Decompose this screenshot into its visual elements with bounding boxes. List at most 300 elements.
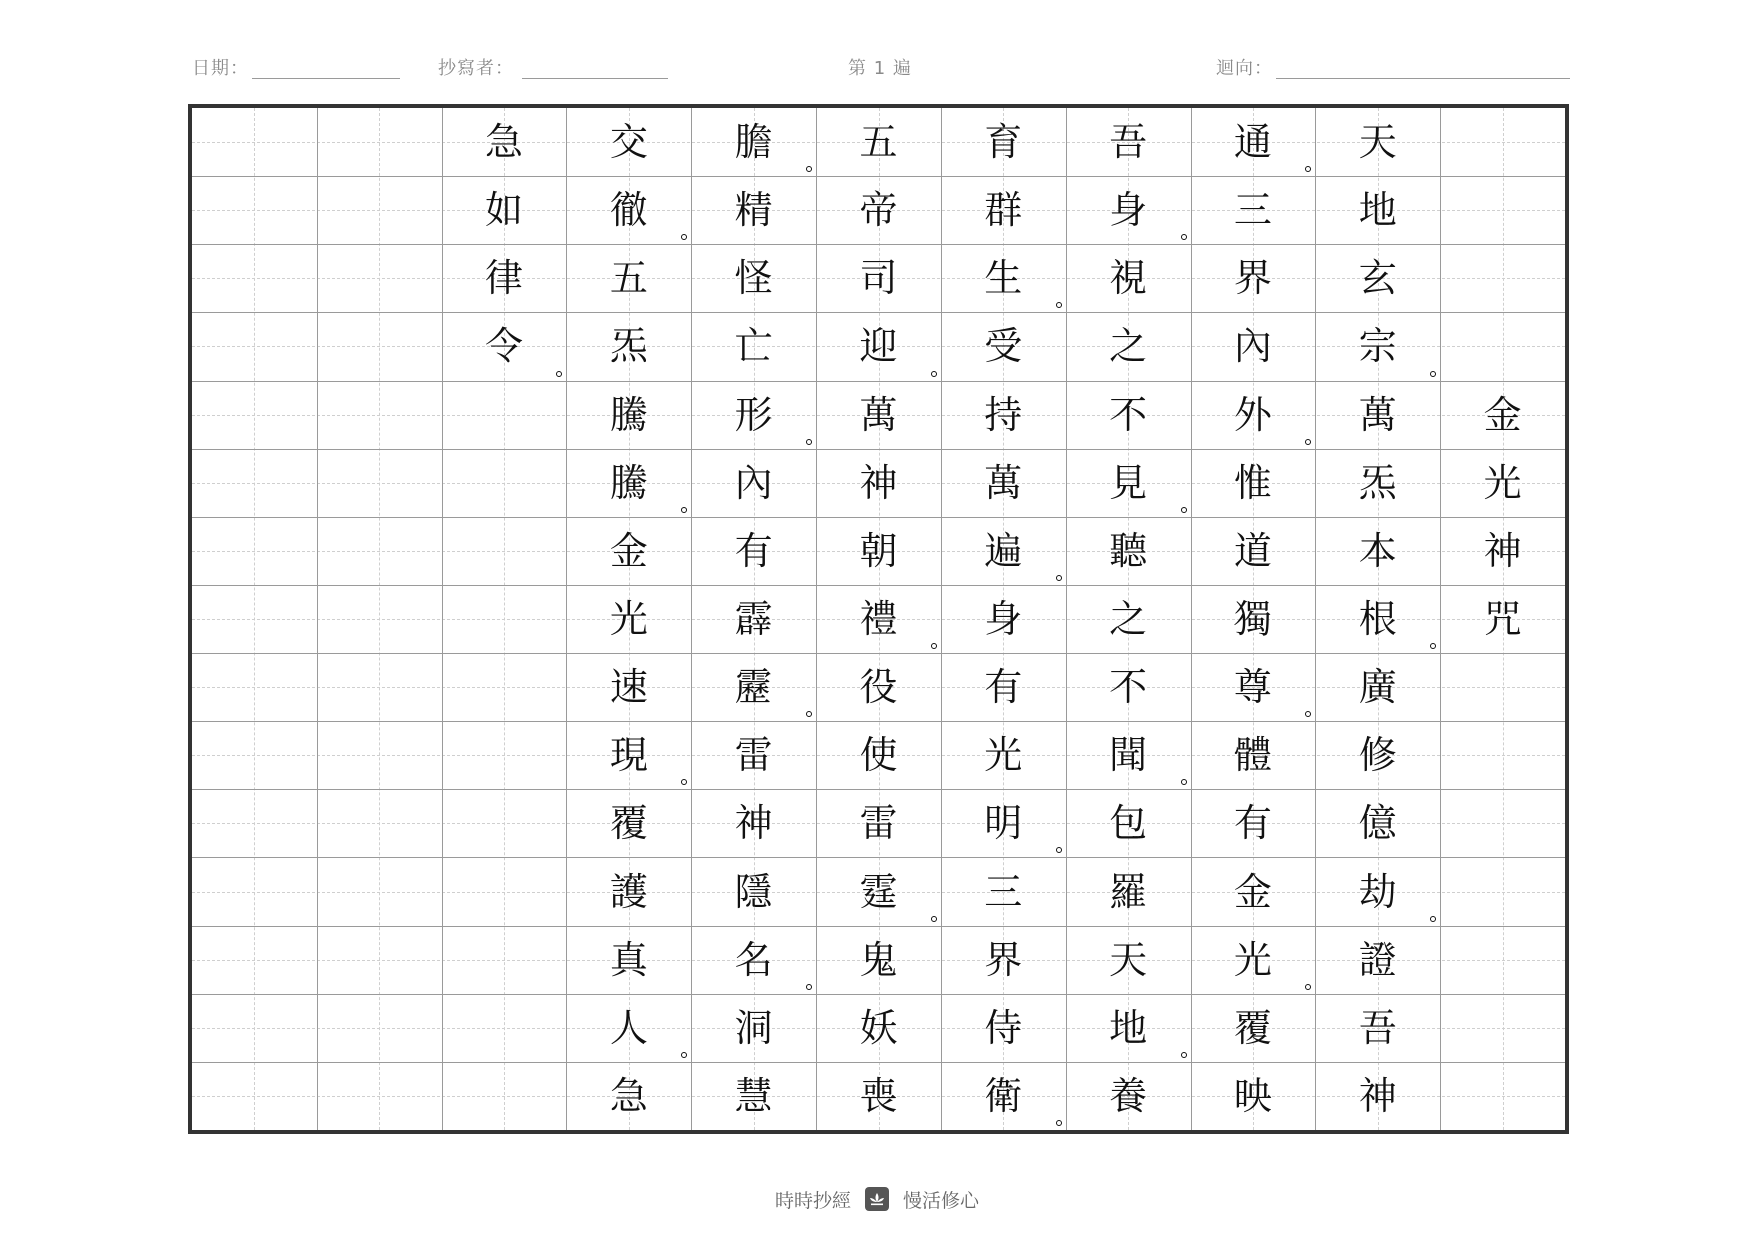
punctuation-mark bbox=[681, 507, 687, 513]
sutra-character: 身 bbox=[984, 596, 1023, 641]
sutra-character: 宗 bbox=[1358, 324, 1397, 369]
grid-cell bbox=[1440, 244, 1565, 312]
sutra-character: 雷 bbox=[859, 801, 898, 846]
grid-cell bbox=[941, 381, 1066, 449]
grid-cell bbox=[442, 721, 567, 789]
lotus-icon bbox=[865, 1187, 889, 1211]
sutra-character: 有 bbox=[984, 665, 1023, 710]
grid-cell bbox=[1066, 517, 1191, 585]
grid-cell bbox=[816, 244, 941, 312]
sutra-character: 萬 bbox=[984, 460, 1023, 505]
sutra-character: 視 bbox=[1109, 256, 1148, 301]
copier-field bbox=[438, 54, 514, 80]
grid-cell bbox=[317, 381, 442, 449]
grid-cell bbox=[442, 176, 567, 244]
grid-cell bbox=[941, 994, 1066, 1062]
sutra-character: 光 bbox=[984, 733, 1023, 778]
grid-cell bbox=[691, 789, 816, 857]
grid-cell bbox=[442, 585, 567, 653]
grid-cell bbox=[1066, 176, 1191, 244]
grid-cell bbox=[1440, 857, 1565, 925]
sutra-character: 不 bbox=[1109, 665, 1148, 710]
sutra-character: 外 bbox=[1233, 392, 1272, 437]
grid-cell bbox=[816, 857, 941, 925]
sutra-character: 騰 bbox=[609, 392, 648, 437]
sutra-character: 護 bbox=[609, 869, 648, 914]
sutra-character: 如 bbox=[485, 188, 524, 233]
sutra-character: 地 bbox=[1358, 188, 1397, 233]
sutra-character: 精 bbox=[734, 188, 773, 233]
punctuation-mark bbox=[806, 439, 812, 445]
sutra-character: 通 bbox=[1233, 120, 1272, 165]
sutra-character: 億 bbox=[1358, 801, 1397, 846]
grid-cell bbox=[1191, 1062, 1316, 1130]
sutra-character: 膽 bbox=[734, 120, 773, 165]
sutra-character: 金 bbox=[609, 528, 648, 573]
grid-cell bbox=[691, 585, 816, 653]
grid-cell bbox=[1440, 449, 1565, 517]
sutra-character: 怪 bbox=[734, 256, 773, 301]
grid-cell bbox=[566, 857, 691, 925]
grid-cell bbox=[1191, 926, 1316, 994]
footer bbox=[0, 1182, 1754, 1216]
grid-cell bbox=[941, 789, 1066, 857]
grid-cell bbox=[1440, 312, 1565, 380]
grid-cell bbox=[566, 585, 691, 653]
sutra-character: 育 bbox=[984, 120, 1023, 165]
grid-cell bbox=[192, 1062, 317, 1130]
sutra-character: 之 bbox=[1109, 324, 1148, 369]
grid-cell bbox=[1440, 653, 1565, 721]
punctuation-mark bbox=[1056, 302, 1062, 308]
grid-cell bbox=[691, 381, 816, 449]
sutra-character: 明 bbox=[984, 801, 1023, 846]
grid-cell bbox=[816, 994, 941, 1062]
grid-cell bbox=[941, 108, 1066, 176]
sutra-character: 內 bbox=[1233, 324, 1272, 369]
sutra-character: 界 bbox=[984, 937, 1023, 982]
grid-cell bbox=[691, 857, 816, 925]
sutra-character: 現 bbox=[609, 733, 648, 778]
punctuation-mark bbox=[1181, 1052, 1187, 1058]
grid-cell bbox=[1315, 108, 1440, 176]
grid-cell bbox=[816, 108, 941, 176]
sutra-character: 妖 bbox=[859, 1005, 898, 1050]
grid-cell bbox=[941, 585, 1066, 653]
sutra-character: 生 bbox=[984, 256, 1023, 301]
grid-cell bbox=[691, 108, 816, 176]
grid-cell bbox=[691, 176, 816, 244]
sutra-character: 衛 bbox=[984, 1073, 1023, 1118]
grid-cell bbox=[1191, 653, 1316, 721]
sutra-character: 隱 bbox=[734, 869, 773, 914]
grid-cell bbox=[941, 517, 1066, 585]
sutra-character: 速 bbox=[609, 665, 648, 710]
grid-cell bbox=[566, 1062, 691, 1130]
grid-cell bbox=[442, 449, 567, 517]
sutra-character: 律 bbox=[485, 256, 524, 301]
grid-cell bbox=[317, 789, 442, 857]
punctuation-mark bbox=[931, 371, 937, 377]
grid-cell bbox=[1315, 381, 1440, 449]
dedication-label: 迴向： bbox=[1216, 58, 1273, 79]
grid-cell bbox=[192, 517, 317, 585]
grid-cell bbox=[317, 994, 442, 1062]
grid-cell bbox=[1066, 449, 1191, 517]
grid-cell bbox=[691, 1062, 816, 1130]
grid-cell bbox=[1315, 994, 1440, 1062]
sutra-character: 神 bbox=[1358, 1073, 1397, 1118]
sutra-character: 本 bbox=[1358, 528, 1397, 573]
sutra-character: 侍 bbox=[984, 1005, 1023, 1050]
sutra-character: 證 bbox=[1358, 937, 1397, 982]
sutra-character: 咒 bbox=[1483, 596, 1522, 641]
sutra-character: 惟 bbox=[1233, 460, 1272, 505]
sutra-character: 騰 bbox=[609, 460, 648, 505]
grid-cell bbox=[1066, 585, 1191, 653]
grid-cell bbox=[816, 176, 941, 244]
sutra-character: 吾 bbox=[1109, 120, 1148, 165]
grid-cell bbox=[442, 857, 567, 925]
sutra-character: 鬼 bbox=[859, 937, 898, 982]
grid-cell bbox=[816, 926, 941, 994]
grid-cell bbox=[442, 381, 567, 449]
grid-cell bbox=[442, 789, 567, 857]
sutra-character: 迎 bbox=[859, 324, 898, 369]
grid-cell bbox=[1066, 312, 1191, 380]
grid-cell bbox=[1191, 994, 1316, 1062]
grid-cell bbox=[691, 449, 816, 517]
sutra-character: 地 bbox=[1109, 1005, 1148, 1050]
grid-cell bbox=[1191, 721, 1316, 789]
grid-cell bbox=[1315, 244, 1440, 312]
grid-cell bbox=[1440, 585, 1565, 653]
grid-cell bbox=[816, 789, 941, 857]
grid-cell bbox=[941, 449, 1066, 517]
copier-label: 抄寫者： bbox=[438, 58, 514, 79]
punctuation-mark bbox=[1056, 575, 1062, 581]
grid-cell bbox=[691, 244, 816, 312]
sutra-character: 有 bbox=[1233, 801, 1272, 846]
grid-cell bbox=[442, 994, 567, 1062]
sutra-character: 炁 bbox=[1358, 460, 1397, 505]
sutra-character: 萬 bbox=[859, 392, 898, 437]
grid-cell bbox=[566, 176, 691, 244]
grid-cell bbox=[691, 653, 816, 721]
grid-cell bbox=[691, 517, 816, 585]
sutra-character: 天 bbox=[1109, 937, 1148, 982]
grid-cell bbox=[816, 721, 941, 789]
sutra-character: 獨 bbox=[1233, 596, 1272, 641]
sutra-character: 慧 bbox=[734, 1073, 773, 1118]
grid-cell bbox=[1440, 108, 1565, 176]
date-blank-line bbox=[252, 78, 400, 79]
grid-cell bbox=[816, 312, 941, 380]
sutra-character: 受 bbox=[984, 324, 1023, 369]
punctuation-mark bbox=[1430, 643, 1436, 649]
grid-cell bbox=[1066, 857, 1191, 925]
grid-cell bbox=[691, 994, 816, 1062]
grid-cell bbox=[317, 1062, 442, 1130]
punctuation-mark bbox=[556, 371, 562, 377]
grid-cell bbox=[1315, 449, 1440, 517]
grid-cell bbox=[941, 176, 1066, 244]
grid-cell bbox=[691, 721, 816, 789]
grid-cell bbox=[566, 312, 691, 380]
grid-cell bbox=[566, 449, 691, 517]
sutra-character: 不 bbox=[1109, 392, 1148, 437]
grid-cell bbox=[1315, 926, 1440, 994]
sutra-character: 有 bbox=[734, 528, 773, 573]
sutra-character: 亡 bbox=[734, 324, 773, 369]
grid-cell bbox=[1191, 449, 1316, 517]
punctuation-mark bbox=[681, 779, 687, 785]
sutra-character: 靂 bbox=[734, 665, 773, 710]
grid-cell bbox=[566, 789, 691, 857]
punctuation-mark bbox=[931, 643, 937, 649]
sutra-character: 役 bbox=[859, 665, 898, 710]
punctuation-mark bbox=[1056, 1120, 1062, 1126]
sutra-character: 徹 bbox=[609, 188, 648, 233]
grid-cell bbox=[192, 449, 317, 517]
grid-cell bbox=[317, 585, 442, 653]
grid-cell bbox=[192, 926, 317, 994]
punctuation-mark bbox=[931, 916, 937, 922]
sutra-character: 雷 bbox=[734, 733, 773, 778]
grid-cell bbox=[1066, 721, 1191, 789]
grid-cell bbox=[941, 721, 1066, 789]
punctuation-mark bbox=[806, 711, 812, 717]
sutra-character: 帝 bbox=[859, 188, 898, 233]
sutra-character: 見 bbox=[1109, 460, 1148, 505]
grid-cell bbox=[816, 585, 941, 653]
sutra-character: 映 bbox=[1233, 1073, 1272, 1118]
grid-cell bbox=[317, 653, 442, 721]
grid-cell bbox=[192, 653, 317, 721]
grid-cell bbox=[566, 653, 691, 721]
grid-cell bbox=[1440, 176, 1565, 244]
grid-cell bbox=[1315, 585, 1440, 653]
punctuation-mark bbox=[1305, 439, 1311, 445]
grid-cell bbox=[816, 1062, 941, 1130]
grid-cell bbox=[1191, 312, 1316, 380]
sutra-character: 尊 bbox=[1233, 665, 1272, 710]
punctuation-mark bbox=[806, 166, 812, 172]
sutra-character: 三 bbox=[1233, 188, 1272, 233]
sutra-character: 光 bbox=[1483, 460, 1522, 505]
sutra-character: 交 bbox=[609, 120, 648, 165]
pass-label: 第 1 遍 bbox=[848, 58, 912, 79]
grid-cell bbox=[566, 108, 691, 176]
sutra-character: 界 bbox=[1233, 256, 1272, 301]
grid-cell bbox=[1440, 721, 1565, 789]
grid-cell bbox=[1191, 789, 1316, 857]
sutra-character: 形 bbox=[734, 392, 773, 437]
grid-cell bbox=[317, 312, 442, 380]
grid-cell bbox=[1315, 517, 1440, 585]
grid-cell bbox=[1315, 653, 1440, 721]
grid-cell bbox=[192, 789, 317, 857]
grid-cell bbox=[192, 244, 317, 312]
grid-cell bbox=[1440, 381, 1565, 449]
grid-cell bbox=[192, 381, 317, 449]
punctuation-mark bbox=[1181, 779, 1187, 785]
punctuation-mark bbox=[681, 1052, 687, 1058]
punctuation-mark bbox=[1181, 234, 1187, 240]
grid-cell bbox=[442, 517, 567, 585]
grid-cell bbox=[1440, 994, 1565, 1062]
sutra-character: 真 bbox=[609, 937, 648, 982]
punctuation-mark bbox=[806, 984, 812, 990]
punctuation-mark bbox=[1305, 166, 1311, 172]
sutra-character: 五 bbox=[859, 120, 898, 165]
sutra-character: 使 bbox=[859, 733, 898, 778]
grid-cell bbox=[317, 721, 442, 789]
grid-cell bbox=[566, 926, 691, 994]
grid-cell bbox=[691, 926, 816, 994]
punctuation-mark bbox=[1305, 711, 1311, 717]
grid-cell bbox=[1191, 857, 1316, 925]
sutra-character: 羅 bbox=[1109, 869, 1148, 914]
grid-cell bbox=[1191, 244, 1316, 312]
sutra-character: 吾 bbox=[1358, 1005, 1397, 1050]
punctuation-mark bbox=[1430, 916, 1436, 922]
sutra-character: 天 bbox=[1358, 120, 1397, 165]
grid-cell bbox=[442, 108, 567, 176]
grid-cell bbox=[816, 517, 941, 585]
sutra-character: 廣 bbox=[1358, 665, 1397, 710]
sutra-character: 司 bbox=[859, 256, 898, 301]
grid-cell bbox=[566, 994, 691, 1062]
grid-cell bbox=[941, 857, 1066, 925]
grid-cell bbox=[442, 244, 567, 312]
grid-cell bbox=[1066, 381, 1191, 449]
sutra-character: 玄 bbox=[1358, 256, 1397, 301]
sutra-character: 金 bbox=[1483, 392, 1522, 437]
sutra-character: 神 bbox=[859, 460, 898, 505]
sutra-character: 覆 bbox=[1233, 1005, 1272, 1050]
grid-cell bbox=[1315, 721, 1440, 789]
grid-cell bbox=[317, 517, 442, 585]
copy-grid bbox=[188, 104, 1569, 1134]
sutra-character: 持 bbox=[984, 392, 1023, 437]
grid-cell bbox=[317, 176, 442, 244]
grid-cell bbox=[1066, 926, 1191, 994]
sutra-character: 三 bbox=[984, 869, 1023, 914]
sutra-character: 金 bbox=[1233, 869, 1272, 914]
sutra-character: 修 bbox=[1358, 733, 1397, 778]
punctuation-mark bbox=[1430, 371, 1436, 377]
grid-cell bbox=[317, 857, 442, 925]
sutra-character: 霹 bbox=[734, 596, 773, 641]
dedication-blank-line bbox=[1276, 78, 1570, 79]
pass-counter bbox=[848, 54, 912, 80]
grid-cell bbox=[1191, 108, 1316, 176]
sutra-character: 覆 bbox=[609, 801, 648, 846]
sutra-character: 五 bbox=[609, 256, 648, 301]
date-label: 日期： bbox=[192, 58, 249, 79]
grid-cell bbox=[1440, 1062, 1565, 1130]
grid-cell bbox=[1315, 789, 1440, 857]
sutra-character: 神 bbox=[734, 801, 773, 846]
punctuation-mark bbox=[1305, 984, 1311, 990]
punctuation-mark bbox=[1181, 507, 1187, 513]
grid-cell bbox=[442, 1062, 567, 1130]
grid-cell bbox=[1066, 994, 1191, 1062]
sutra-character: 急 bbox=[485, 120, 524, 165]
sutra-character: 內 bbox=[734, 460, 773, 505]
punctuation-mark bbox=[681, 234, 687, 240]
sutra-character: 萬 bbox=[1358, 392, 1397, 437]
grid-cell bbox=[1066, 653, 1191, 721]
grid-cell bbox=[442, 926, 567, 994]
sutra-character: 禮 bbox=[859, 596, 898, 641]
grid-cell bbox=[566, 381, 691, 449]
sutra-character: 根 bbox=[1358, 596, 1397, 641]
sutra-character: 人 bbox=[609, 1005, 648, 1050]
sutra-character: 神 bbox=[1483, 528, 1522, 573]
grid-cell bbox=[192, 176, 317, 244]
grid-cell bbox=[941, 312, 1066, 380]
grid-cell bbox=[317, 108, 442, 176]
sutra-character: 光 bbox=[1233, 937, 1272, 982]
punctuation-mark bbox=[1056, 847, 1062, 853]
grid-cell bbox=[192, 857, 317, 925]
grid-cell bbox=[816, 653, 941, 721]
grid-cell bbox=[1191, 585, 1316, 653]
grid-cell bbox=[941, 244, 1066, 312]
sutra-character: 群 bbox=[984, 188, 1023, 233]
sutra-character: 霆 bbox=[859, 869, 898, 914]
footer-left-text: 時時抄經 bbox=[774, 1189, 851, 1212]
sutra-character: 急 bbox=[609, 1073, 648, 1118]
grid-cell bbox=[691, 312, 816, 380]
grid-cell bbox=[941, 926, 1066, 994]
grid-cell bbox=[317, 926, 442, 994]
sutra-character: 喪 bbox=[859, 1073, 898, 1118]
sutra-character: 朝 bbox=[859, 528, 898, 573]
grid-cell bbox=[941, 653, 1066, 721]
sutra-character: 聽 bbox=[1109, 528, 1148, 573]
grid-cell bbox=[1066, 108, 1191, 176]
grid-cell bbox=[1191, 517, 1316, 585]
grid-cell bbox=[941, 1062, 1066, 1130]
sutra-character: 體 bbox=[1233, 733, 1272, 778]
sutra-character: 令 bbox=[485, 324, 524, 369]
grid-cell bbox=[1315, 1062, 1440, 1130]
grid-cell bbox=[192, 108, 317, 176]
sutra-character: 聞 bbox=[1109, 733, 1148, 778]
sutra-character: 之 bbox=[1109, 596, 1148, 641]
sutra-character: 包 bbox=[1109, 801, 1148, 846]
sutra-character: 道 bbox=[1233, 528, 1272, 573]
grid-cell bbox=[1440, 926, 1565, 994]
grid-cell bbox=[192, 585, 317, 653]
sutra-character: 養 bbox=[1109, 1073, 1148, 1118]
grid-cell bbox=[1315, 312, 1440, 380]
grid-cell bbox=[1066, 1062, 1191, 1130]
grid-cell bbox=[1066, 244, 1191, 312]
sutra-character: 光 bbox=[609, 596, 648, 641]
sutra-character: 洞 bbox=[734, 1005, 773, 1050]
grid-cell bbox=[1440, 517, 1565, 585]
grid-cell bbox=[192, 721, 317, 789]
copier-blank-line bbox=[522, 78, 668, 79]
grid-cell bbox=[566, 721, 691, 789]
grid-cell bbox=[442, 312, 567, 380]
grid-cell bbox=[1066, 789, 1191, 857]
sutra-character: 身 bbox=[1109, 188, 1148, 233]
